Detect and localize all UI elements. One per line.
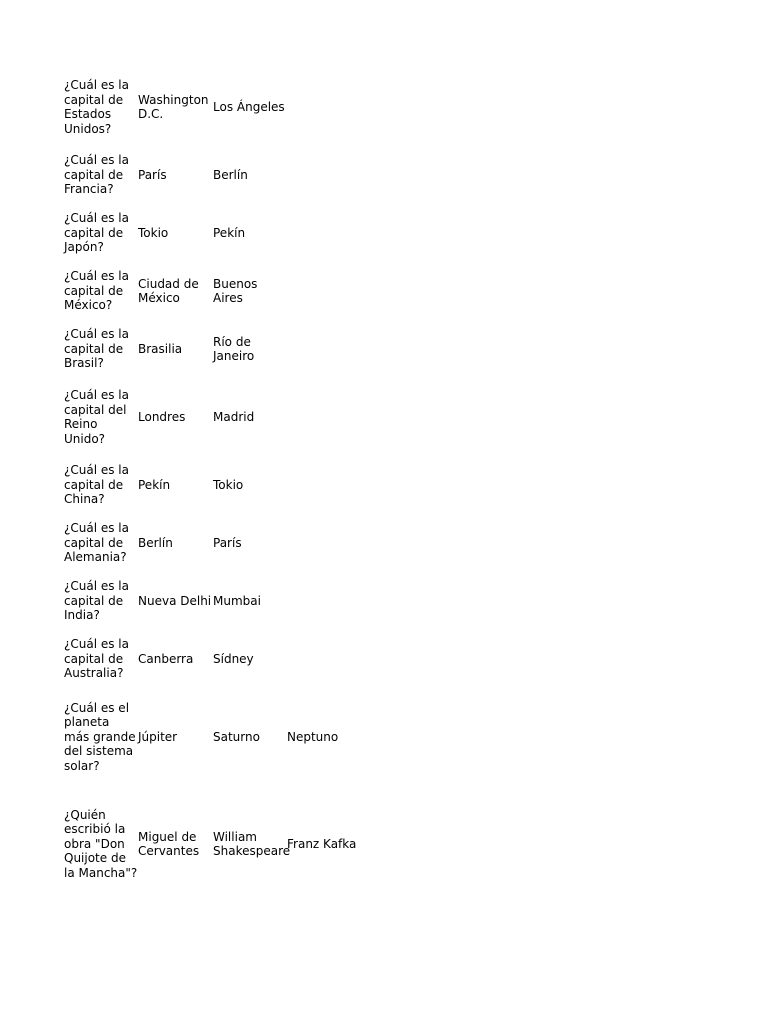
question-cell: ¿Cuál es la capital del Reino Unido? [64, 388, 129, 446]
table-row [64, 807, 764, 881]
question-cell: ¿Cuál es la capital de México? [64, 269, 129, 313]
answer-b-cell: Pekín [213, 225, 246, 240]
answer-a-cell: Pekín [138, 477, 171, 492]
answer-a-cell: París [138, 167, 167, 182]
answer-a-cell: Canberra [138, 651, 194, 666]
answer-a-cell: Nueva Delhi [138, 593, 212, 608]
table-row [64, 579, 764, 623]
table-row [64, 211, 764, 255]
table-row [64, 269, 764, 313]
answer-a-cell: Berlín [138, 535, 173, 550]
answer-c-cell [287, 521, 377, 565]
answer-c-cell [287, 637, 377, 681]
answer-c-cell [287, 78, 377, 136]
question-cell: ¿Cuál es la capital de Francia? [64, 153, 129, 197]
table-row [64, 637, 764, 681]
table-row [64, 388, 764, 446]
question-cell: ¿Cuál es la capital de Brasil? [64, 327, 129, 371]
answer-a-cell: Londres [138, 409, 186, 424]
answer-b-cell: Madrid [213, 409, 255, 424]
answer-b-cell: Tokio [213, 477, 244, 492]
answer-c-cell [287, 327, 377, 371]
table-row [64, 153, 764, 197]
table-row [64, 463, 764, 507]
spreadsheet-page [64, 0, 764, 1024]
question-cell: ¿Cuál es la capital de Japón? [64, 211, 129, 255]
table-row [64, 700, 764, 774]
answer-a-cell: Júpiter [138, 729, 178, 744]
answer-a-cell: Brasilia [138, 341, 183, 356]
answer-c-cell [287, 579, 377, 623]
answer-c-cell: Neptuno [287, 729, 339, 744]
answer-c-cell: Franz Kafka [287, 836, 357, 851]
answer-b-cell: Sídney [213, 651, 254, 666]
answer-b-cell: Mumbai [213, 593, 261, 608]
answer-c-cell [287, 388, 377, 446]
answer-a-cell: Washington D.C. [138, 92, 209, 121]
answer-b-cell: Los Ángeles [213, 99, 285, 114]
answer-b-cell: París [213, 535, 242, 550]
table-row [64, 521, 764, 565]
question-cell: ¿Cuál es el planeta más grande del sistema solar? [64, 700, 136, 773]
table-row [64, 327, 764, 371]
table-row [64, 78, 764, 136]
answer-a-cell: Tokio [138, 225, 169, 240]
answer-a-cell: Ciudad de México [138, 276, 199, 305]
question-cell: ¿Cuál es la capital de Alemania? [64, 521, 129, 565]
answer-c-cell [287, 463, 377, 507]
answer-b-cell: Saturno [213, 729, 260, 744]
answer-a-cell: Miguel de Cervantes [138, 829, 200, 858]
answer-b-cell: William Shakespeare [213, 829, 291, 858]
question-cell: ¿Cuál es la capital de China? [64, 463, 129, 507]
answer-c-cell [287, 153, 377, 197]
answer-b-cell: Río de Janeiro [213, 334, 255, 363]
answer-b-cell: Berlín [213, 167, 248, 182]
answer-b-cell: Buenos Aires [213, 276, 258, 305]
question-cell: ¿Cuál es la capital de India? [64, 579, 129, 623]
question-cell: ¿Cuál es la capital de Estados Unidos? [64, 78, 129, 136]
question-cell: ¿Quién escribió la obra "Don Quijote de la Mancha"? [64, 807, 138, 880]
answer-c-cell [287, 211, 377, 255]
question-cell: ¿Cuál es la capital de Australia? [64, 637, 129, 681]
answer-c-cell [287, 269, 377, 313]
